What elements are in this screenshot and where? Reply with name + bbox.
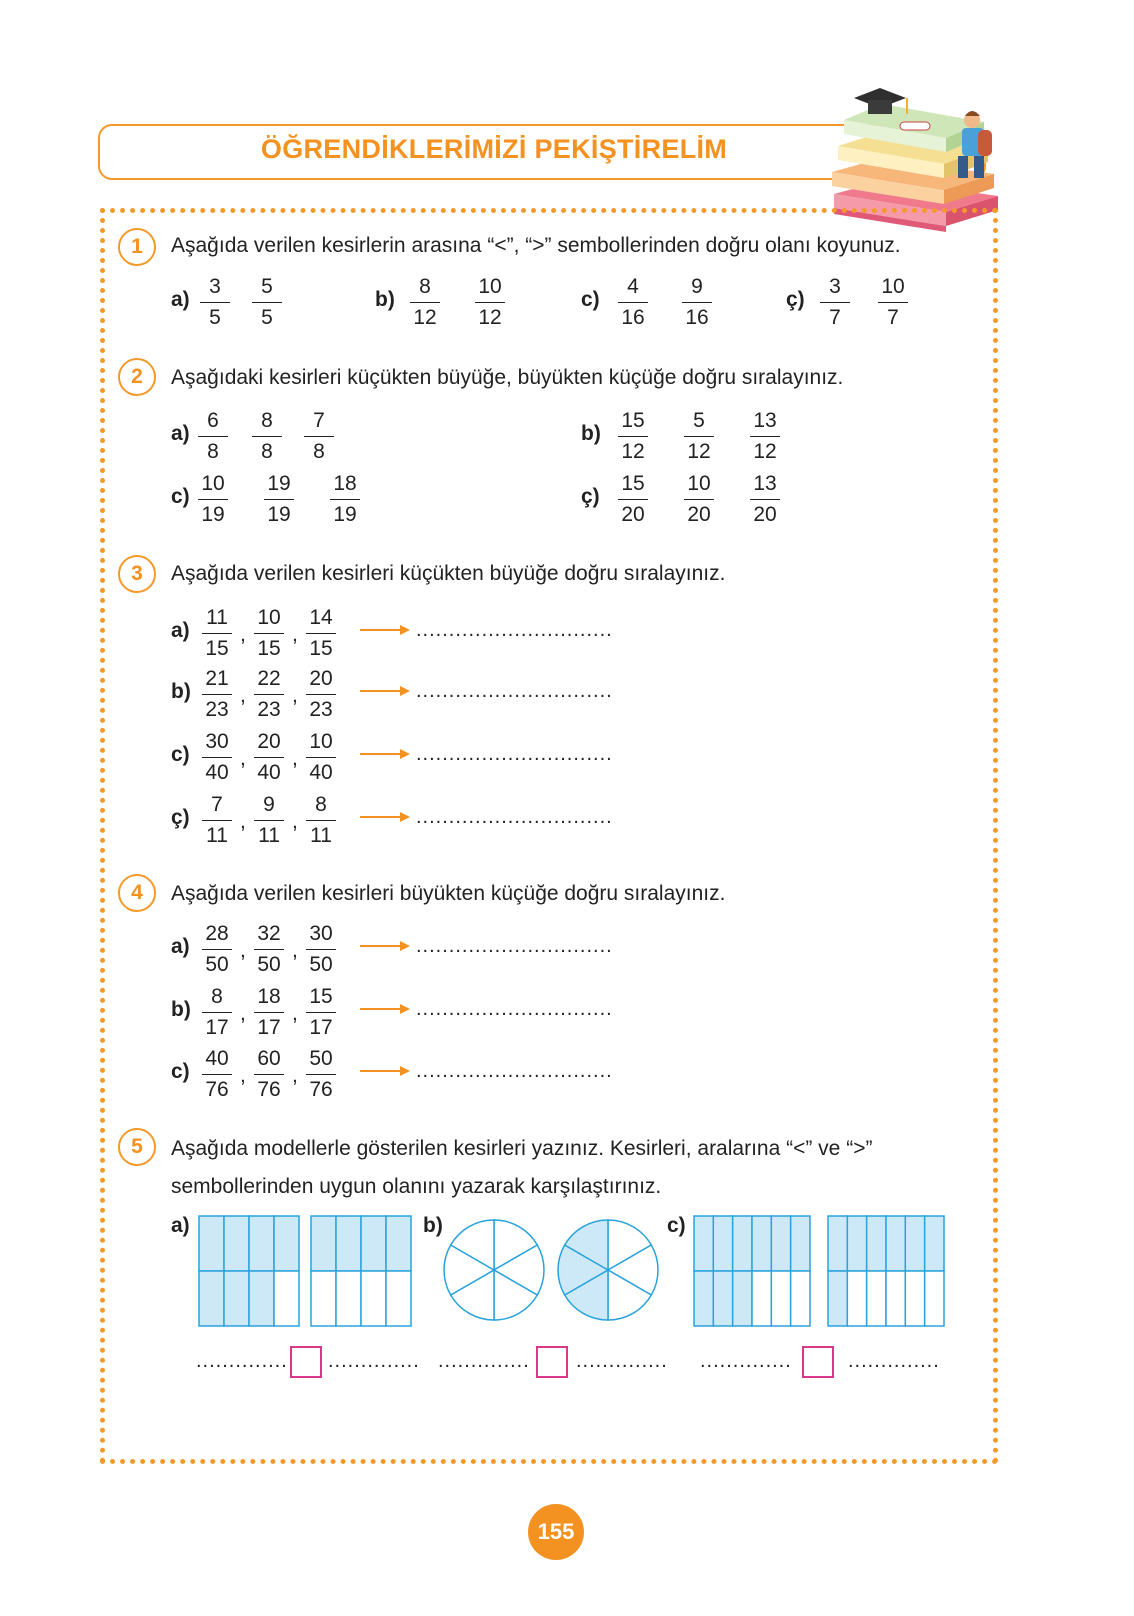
numerator: 13 [750, 471, 780, 500]
model-cell [752, 1216, 771, 1271]
numerator: 7 [304, 408, 334, 437]
comparison-box-c[interactable] [802, 1346, 834, 1378]
numerator: 13 [750, 408, 780, 437]
item-label: c) [581, 288, 600, 311]
denominator: 15 [205, 637, 229, 660]
denominator: 8 [313, 440, 325, 463]
answer-dots-c-right[interactable]: .............. [848, 1350, 940, 1372]
denominator: 19 [267, 503, 291, 526]
answer-dots-b-left[interactable]: .............. [438, 1350, 530, 1372]
separator-comma: , [292, 623, 298, 646]
model-cell [847, 1216, 866, 1271]
model-label-a: a) [171, 1214, 190, 1237]
section-title: ÖĞRENDİKLERİMİZİ PEKİŞTİRELİM [260, 134, 728, 164]
circle-model-b1 [444, 1220, 544, 1320]
numerator: 10 [475, 274, 505, 303]
separator-comma: , [240, 1064, 246, 1087]
separator-comma: , [240, 684, 246, 707]
denominator: 12 [753, 440, 777, 463]
numerator: 5 [684, 408, 714, 437]
question-number-4: 4 [118, 874, 156, 912]
denominator: 23 [205, 698, 229, 721]
item-label: ç) [171, 806, 190, 829]
model-cell [886, 1271, 905, 1326]
numerator: 8 [202, 984, 232, 1013]
question-number-5: 5 [118, 1128, 156, 1166]
model-cell [386, 1216, 411, 1271]
item-label: ç) [786, 288, 805, 311]
answer-dots-b-right[interactable]: .............. [576, 1350, 668, 1372]
denominator: 20 [621, 503, 645, 526]
denominator: 76 [205, 1078, 229, 1101]
separator-comma: , [240, 623, 246, 646]
denominator: 17 [309, 1016, 333, 1039]
model-cell [274, 1271, 299, 1326]
model-cell [886, 1216, 905, 1271]
question-3-text: Aşağıda verilen kesirleri küçükten büyüğe doğru sıralayınız. [171, 562, 726, 585]
denominator: 5 [261, 306, 273, 329]
model-cell [249, 1271, 274, 1326]
numerator: 9 [254, 792, 284, 821]
denominator: 50 [257, 953, 281, 976]
rectangle-model-a1 [199, 1216, 299, 1326]
numerator: 4 [618, 274, 648, 303]
model-cell [386, 1271, 411, 1326]
model-cell [361, 1216, 386, 1271]
question-2-text: Aşağıdaki kesirleri küçükten büyüğe, büyükten küçüğe doğru sıralayınız. [171, 366, 844, 389]
model-cell [733, 1271, 752, 1326]
denominator: 20 [687, 503, 711, 526]
denominator: 8 [261, 440, 273, 463]
denominator: 12 [621, 440, 645, 463]
answer-dots[interactable]: .............................. [416, 680, 613, 702]
denominator: 11 [206, 824, 228, 847]
model-cell [713, 1216, 732, 1271]
answer-dots[interactable]: .............................. [416, 806, 613, 828]
numerator: 22 [254, 666, 284, 695]
comparison-box-b[interactable] [536, 1346, 568, 1378]
model-cell [713, 1271, 732, 1326]
numerator: 30 [306, 921, 336, 950]
model-cell [905, 1271, 924, 1326]
separator-comma: , [240, 810, 246, 833]
denominator: 50 [205, 953, 229, 976]
numerator: 30 [202, 729, 232, 758]
question-5-text-line2: sembollerinden uygun olanını yazarak karşılaştırınız. [171, 1175, 662, 1198]
model-cell [224, 1216, 249, 1271]
numerator: 50 [306, 1046, 336, 1075]
denominator: 40 [205, 761, 229, 784]
numerator: 18 [330, 471, 360, 500]
denominator: 12 [413, 306, 437, 329]
denominator: 12 [687, 440, 711, 463]
answer-dots-a-left[interactable]: .............. [196, 1350, 288, 1372]
item-label: a) [171, 422, 190, 445]
model-label-b: b) [423, 1214, 443, 1237]
item-label: a) [171, 288, 190, 311]
model-cell [828, 1271, 847, 1326]
denominator: 15 [257, 637, 281, 660]
numerator: 8 [306, 792, 336, 821]
rectangle-model-c1 [694, 1216, 810, 1326]
separator-comma: , [240, 747, 246, 770]
question-5-text-line1: Aşağıda modellerle gösterilen kesirleri yazınız. Kesirleri, aralarına “<” ve “>” [171, 1137, 873, 1160]
model-cell [791, 1216, 810, 1271]
numerator: 15 [306, 984, 336, 1013]
numerator: 11 [202, 605, 232, 634]
denominator: 8 [207, 440, 219, 463]
model-cell [199, 1216, 224, 1271]
model-cell [847, 1271, 866, 1326]
answer-dots[interactable]: .............................. [416, 743, 613, 765]
separator-comma: , [240, 939, 246, 962]
separator-comma: , [292, 684, 298, 707]
model-cell [925, 1271, 944, 1326]
denominator: 17 [257, 1016, 281, 1039]
model-cell [694, 1271, 713, 1326]
numerator: 7 [202, 792, 232, 821]
denominator: 20 [753, 503, 777, 526]
model-cell [867, 1271, 886, 1326]
item-label: a) [171, 935, 190, 958]
question-4-text: Aşağıda verilen kesirleri büyükten küçüğe doğru sıralayınız. [171, 882, 726, 905]
numerator: 10 [684, 471, 714, 500]
numerator: 10 [254, 605, 284, 634]
question-number-2: 2 [118, 358, 156, 396]
numerator: 8 [410, 274, 440, 303]
model-label-c: c) [667, 1214, 686, 1237]
separator-comma: , [292, 1064, 298, 1087]
rectangle-model-a2 [311, 1216, 411, 1326]
question-number-1: 1 [118, 228, 156, 266]
item-label: b) [581, 422, 601, 445]
answer-dots-a-right[interactable]: .............. [328, 1350, 420, 1372]
item-label: c) [171, 1060, 190, 1083]
separator-comma: , [240, 1002, 246, 1025]
circle-model-b2 [558, 1220, 658, 1320]
comparison-box-a[interactable] [290, 1346, 322, 1378]
denominator: 7 [829, 306, 841, 329]
denominator: 15 [309, 637, 333, 660]
numerator: 18 [254, 984, 284, 1013]
separator-comma: , [292, 1002, 298, 1025]
denominator: 50 [309, 953, 333, 976]
numerator: 19 [264, 471, 294, 500]
numerator: 10 [198, 471, 228, 500]
denominator: 40 [257, 761, 281, 784]
denominator: 40 [309, 761, 333, 784]
model-cell [249, 1216, 274, 1271]
denominator: 17 [205, 1016, 229, 1039]
numerator: 40 [202, 1046, 232, 1075]
model-cell [733, 1216, 752, 1271]
denominator: 19 [333, 503, 357, 526]
answer-dots[interactable]: .............................. [416, 998, 613, 1020]
model-cell [361, 1271, 386, 1326]
numerator: 10 [878, 274, 908, 303]
denominator: 76 [309, 1078, 333, 1101]
model-cell [925, 1216, 944, 1271]
numerator: 14 [306, 605, 336, 634]
page-number: 155 [528, 1504, 584, 1560]
item-label: b) [171, 680, 191, 703]
denominator: 16 [685, 306, 709, 329]
denominator: 12 [478, 306, 502, 329]
answer-dots-c-left[interactable]: .............. [700, 1350, 792, 1372]
model-cell [752, 1271, 771, 1326]
denominator: 16 [621, 306, 645, 329]
numerator: 32 [254, 921, 284, 950]
denominator: 11 [310, 824, 332, 847]
model-cell [771, 1271, 790, 1326]
numerator: 20 [306, 666, 336, 695]
model-cell [224, 1271, 249, 1326]
denominator: 76 [257, 1078, 281, 1101]
numerator: 3 [200, 274, 230, 303]
separator-comma: , [292, 939, 298, 962]
denominator: 7 [887, 306, 899, 329]
question-number-3: 3 [118, 555, 156, 593]
model-cell [336, 1271, 361, 1326]
numerator: 15 [618, 408, 648, 437]
model-cell [274, 1216, 299, 1271]
model-cell [311, 1216, 336, 1271]
denominator: 23 [309, 698, 333, 721]
question-1-text: Aşağıda verilen kesirlerin arasına “<”, “>” sembollerinden doğru olanı koyunuz. [171, 234, 901, 257]
item-label: ç) [581, 485, 600, 508]
item-label: c) [171, 743, 190, 766]
item-label: b) [171, 998, 191, 1021]
numerator: 5 [252, 274, 282, 303]
model-cell [828, 1216, 847, 1271]
answer-dots[interactable]: .............................. [416, 619, 613, 641]
denominator: 19 [201, 503, 225, 526]
model-cell [791, 1271, 810, 1326]
numerator: 10 [306, 729, 336, 758]
denominator: 11 [258, 824, 280, 847]
model-cell [771, 1216, 790, 1271]
denominator: 5 [209, 306, 221, 329]
numerator: 21 [202, 666, 232, 695]
numerator: 9 [682, 274, 712, 303]
numerator: 15 [618, 471, 648, 500]
answer-dots[interactable]: .............................. [416, 1060, 613, 1082]
separator-comma: , [292, 810, 298, 833]
model-cell [694, 1216, 713, 1271]
item-label: b) [375, 288, 395, 311]
item-label: c) [171, 485, 190, 508]
model-cell [905, 1216, 924, 1271]
numerator: 20 [254, 729, 284, 758]
numerator: 8 [252, 408, 282, 437]
model-cell [336, 1216, 361, 1271]
separator-comma: , [292, 747, 298, 770]
numerator: 28 [202, 921, 232, 950]
item-label: a) [171, 619, 190, 642]
model-cell [199, 1271, 224, 1326]
numerator: 60 [254, 1046, 284, 1075]
numerator: 3 [820, 274, 850, 303]
denominator: 23 [257, 698, 281, 721]
answer-dots[interactable]: .............................. [416, 935, 613, 957]
model-cell [867, 1216, 886, 1271]
rectangle-model-c2 [828, 1216, 944, 1326]
model-cell [311, 1271, 336, 1326]
numerator: 6 [198, 408, 228, 437]
